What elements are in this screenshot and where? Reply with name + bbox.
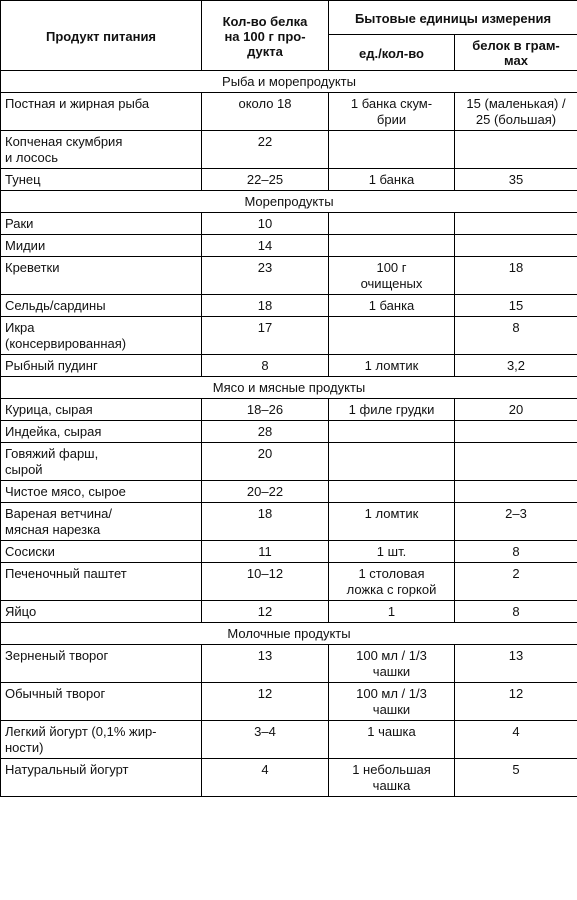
table-row [1, 295, 577, 317]
table-row [1, 235, 577, 257]
section-title: Мясо и мясные продукты [1, 377, 577, 399]
cell-unit-qty: 1 шт. [329, 541, 455, 563]
cell-protein-per-100g: 20 [202, 443, 329, 481]
cell-product: Чистое мясо, сырое [1, 481, 202, 503]
cell-protein-grams: 3,2 [455, 355, 577, 377]
cell-protein-grams: 35 [455, 169, 577, 191]
cell-protein-per-100g: 10 [202, 213, 329, 235]
table-row [1, 213, 577, 235]
cell-product: Печеночный паштет [1, 563, 202, 601]
cell-protein-per-100g: 4 [202, 759, 329, 797]
cell-product: Сельдь/сардины [1, 295, 202, 317]
cell-product: Сосиски [1, 541, 202, 563]
section-row [1, 191, 577, 213]
cell-protein-per-100g: 12 [202, 683, 329, 721]
cell-protein-per-100g: 20–22 [202, 481, 329, 503]
header-unit-qty: ед./кол-во [329, 35, 455, 71]
cell-product: Икра (консервированная) [1, 317, 202, 355]
table-row [1, 169, 577, 191]
table-row [1, 541, 577, 563]
cell-protein-grams [455, 131, 577, 169]
cell-protein-grams: 15 [455, 295, 577, 317]
cell-unit-qty: 1 банка [329, 169, 455, 191]
table-row [1, 481, 577, 503]
cell-product: Креветки [1, 257, 202, 295]
table-row [1, 645, 577, 683]
cell-protein-grams: 20 [455, 399, 577, 421]
cell-product: Вареная ветчина/ мясная нарезка [1, 503, 202, 541]
cell-unit-qty: 1 ломтик [329, 503, 455, 541]
header-protein-grams: белок в грам- мах [455, 35, 577, 71]
cell-unit-qty: 1 банка скум- брии [329, 93, 455, 131]
cell-protein-grams: 5 [455, 759, 577, 797]
table-row [1, 131, 577, 169]
cell-unit-qty: 100 мл / 1/3 чашки [329, 683, 455, 721]
cell-protein-per-100g: 18 [202, 295, 329, 317]
cell-protein-grams [455, 443, 577, 481]
table-row [1, 563, 577, 601]
cell-protein-grams: 13 [455, 645, 577, 683]
table-header [1, 1, 577, 71]
table-row [1, 257, 577, 295]
cell-protein-grams: 8 [455, 541, 577, 563]
cell-unit-qty [329, 421, 455, 443]
cell-product: Постная и жирная рыба [1, 93, 202, 131]
cell-product: Легкий йогурт (0,1% жир- ности) [1, 721, 202, 759]
cell-product: Раки [1, 213, 202, 235]
cell-protein-per-100g: 14 [202, 235, 329, 257]
cell-product: Говяжий фарш, сырой [1, 443, 202, 481]
table-row [1, 355, 577, 377]
cell-unit-qty: 100 г очищеных [329, 257, 455, 295]
cell-product: Натуральный йогурт [1, 759, 202, 797]
cell-product: Яйцо [1, 601, 202, 623]
cell-protein-per-100g: 11 [202, 541, 329, 563]
cell-protein-per-100g: 10–12 [202, 563, 329, 601]
cell-protein-grams [455, 481, 577, 503]
cell-protein-per-100g: 18 [202, 503, 329, 541]
cell-protein-per-100g: 17 [202, 317, 329, 355]
cell-protein-grams: 18 [455, 257, 577, 295]
cell-product: Обычный творог [1, 683, 202, 721]
section-title: Молочные продукты [1, 623, 577, 645]
section-title: Морепродукты [1, 191, 577, 213]
cell-protein-per-100g: 28 [202, 421, 329, 443]
section-row [1, 623, 577, 645]
cell-protein-grams [455, 213, 577, 235]
cell-product: Курица, сырая [1, 399, 202, 421]
cell-unit-qty [329, 213, 455, 235]
header-household-units: Бытовые единицы измерения [329, 1, 577, 35]
section-row [1, 377, 577, 399]
cell-product: Тунец [1, 169, 202, 191]
header-product: Продукт питания [1, 1, 202, 71]
table-row [1, 721, 577, 759]
cell-protein-grams: 8 [455, 317, 577, 355]
cell-unit-qty [329, 235, 455, 257]
cell-protein-per-100g: 12 [202, 601, 329, 623]
table-row [1, 683, 577, 721]
cell-protein-grams [455, 421, 577, 443]
cell-product: Рыбный пудинг [1, 355, 202, 377]
cell-unit-qty: 1 филе грудки [329, 399, 455, 421]
table-row [1, 503, 577, 541]
cell-unit-qty: 1 чашка [329, 721, 455, 759]
cell-product: Мидии [1, 235, 202, 257]
cell-unit-qty: 1 [329, 601, 455, 623]
table-row [1, 421, 577, 443]
table-row [1, 759, 577, 797]
header-protein-per-100g: Кол-во белка на 100 г про- дукта [202, 1, 329, 71]
cell-protein-per-100g: 3–4 [202, 721, 329, 759]
cell-protein-grams [455, 235, 577, 257]
cell-unit-qty [329, 481, 455, 503]
cell-protein-grams: 12 [455, 683, 577, 721]
cell-unit-qty: 100 мл / 1/3 чашки [329, 645, 455, 683]
table-row [1, 443, 577, 481]
cell-unit-qty: 1 столовая ложка с горкой [329, 563, 455, 601]
cell-unit-qty: 1 небольшая чашка [329, 759, 455, 797]
cell-unit-qty [329, 443, 455, 481]
cell-protein-grams: 8 [455, 601, 577, 623]
cell-product: Копченая скумбрия и лосось [1, 131, 202, 169]
table-row [1, 93, 577, 131]
cell-protein-per-100g: 23 [202, 257, 329, 295]
cell-unit-qty: 1 ломтик [329, 355, 455, 377]
cell-protein-per-100g: около 18 [202, 93, 329, 131]
cell-product: Индейка, сырая [1, 421, 202, 443]
cell-unit-qty [329, 317, 455, 355]
cell-protein-per-100g: 18–26 [202, 399, 329, 421]
section-row [1, 71, 577, 93]
table-body [1, 71, 577, 797]
table-row [1, 399, 577, 421]
section-title: Рыба и морепродукты [1, 71, 577, 93]
cell-protein-per-100g: 22 [202, 131, 329, 169]
cell-protein-grams: 2 [455, 563, 577, 601]
table-row [1, 601, 577, 623]
cell-unit-qty: 1 банка [329, 295, 455, 317]
cell-protein-per-100g: 13 [202, 645, 329, 683]
cell-unit-qty [329, 131, 455, 169]
cell-protein-per-100g: 22–25 [202, 169, 329, 191]
cell-product: Зерненый творог [1, 645, 202, 683]
table-row [1, 317, 577, 355]
cell-protein-per-100g: 8 [202, 355, 329, 377]
cell-protein-grams: 2–3 [455, 503, 577, 541]
cell-protein-grams: 15 (маленькая) / 25 (большая) [455, 93, 577, 131]
cell-protein-grams: 4 [455, 721, 577, 759]
